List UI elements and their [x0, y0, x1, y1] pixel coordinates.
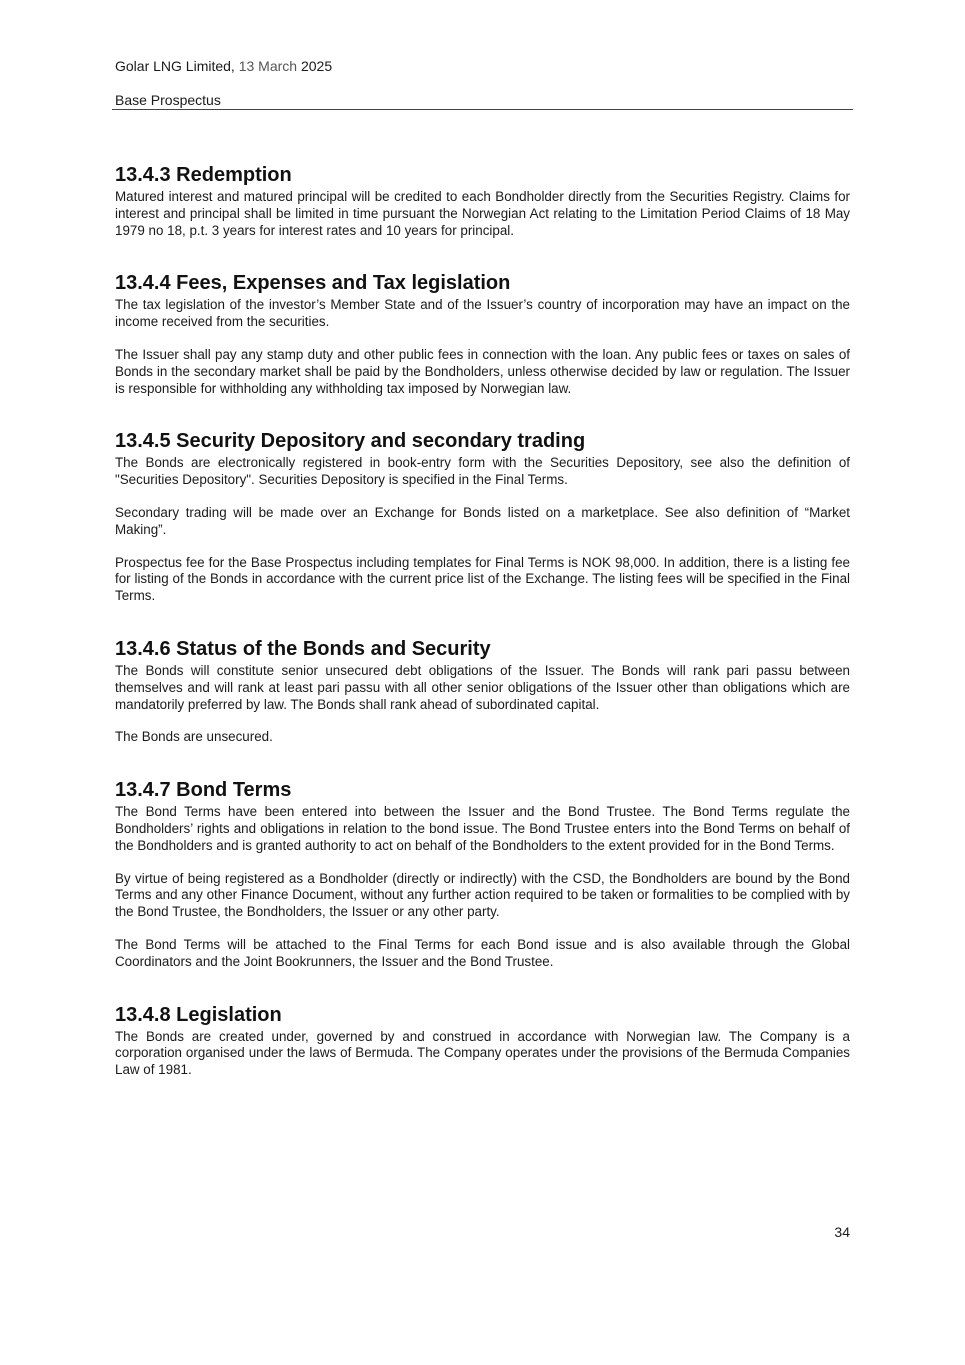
section-heading: 13.4.5 Security Depository and secondary trading [115, 430, 586, 453]
section-heading: 13.4.7 Bond Terms [115, 779, 292, 802]
paragraph: The Bond Terms have been entered into between the Issuer and the Bond Trustee. The Bond Terms regulate the Bondholders’ rights and obligations in relation to the bond issue. The Bond Trustee enters into the Bond Terms on behalf of the Bondholders and is granted authority to act on behalf of the Bondholders to the extent provided for in the Bond Terms. [115, 804, 850, 853]
paragraph: The Bonds are electronically registered in book-entry form with the Securities Depository, see also the definition of "Securities Depository". Securities Depository is specified in the Final Terms. [115, 455, 850, 488]
paragraph: By virtue of being registered as a Bondholder (directly or indirectly) with the CSD, the Bondholders are bound by the Bond Terms and any other Finance Document, without any further action required to be taken or formalities to be complied with by the Bond Trustee, the Bondholders, the Issuer or any other party. [115, 870, 850, 920]
section-status-of-bonds [115, 636, 850, 746]
paragraph: Prospectus fee for the Base Prospectus including templates for Final Terms is NOK 98,000. In addition, there is a listing fee for listing of the Bonds in accordance with the current price list of the Exchange. The listing fees will be specified in the Final Terms. [115, 554, 850, 604]
section-heading: 13.4.3 Redemption [115, 164, 292, 186]
section-heading: 13.4.4 Fees, Expenses and Tax legislation [115, 272, 511, 295]
section-bond-terms [115, 777, 850, 970]
paragraph: The Bonds are created under, governed by and construed in accordance with Norwegian law. The Company is a corporation organised under the laws of Bermuda. The Company operates under the provisions of the Bermuda Companies Law of 1981. [115, 1028, 850, 1078]
section-heading: 13.4.6 Status of the Bonds and Security [115, 637, 491, 660]
section-legislation [115, 1002, 850, 1079]
header-divider [112, 109, 853, 110]
paragraph: Matured interest and matured principal will be credited to each Bondholder directly from the Securities Registry. Claims for interest and principal shall be limited in time pursuant the Norwegian Act relating to the Limitation Period Claims of 18 May 1979 no 18, p.t. 3 years for interest rates and 10 years for principal. [115, 189, 850, 238]
header-company-date [115, 57, 853, 75]
section-security-depository [115, 428, 850, 605]
page-header [115, 57, 853, 109]
header-document-type: Base Prospectus [115, 92, 221, 108]
page-number: 34 [834, 1224, 850, 1240]
section-fees-expenses-tax [115, 270, 850, 397]
paragraph: The Bonds are unsecured. [115, 729, 273, 745]
document-body [115, 162, 850, 1110]
section-redemption [115, 162, 850, 239]
paragraph: The Bond Terms will be attached to the Final Terms for each Bond issue and is also available through the Global Coordinators and the Joint Bookrunners, the Issuer and the Bond Trustee. [115, 936, 850, 969]
header-year: 2025 [300, 58, 333, 74]
paragraph: The Bonds will constitute senior unsecured debt obligations of the Issuer. The Bonds will rank pari passu between themselves and will rank at least pari passu with all other senior obligations of the Issuer other than obligations which are mandatorily preferred by law. The Bonds shall rank ahead of subordinated capital. [115, 662, 850, 712]
paragraph: The tax legislation of the investor’s Member State and of the Issuer’s country of incorporation may have an impact on the income received from the securities. [115, 297, 850, 330]
paragraph: Secondary trading will be made over an Exchange for Bonds listed on a marketplace. See also definition of “Market Making”. [115, 504, 850, 537]
header-company: Golar LNG Limited, [115, 58, 235, 74]
section-heading: 13.4.8 Legislation [115, 1003, 282, 1026]
header-date: 13 March [238, 58, 298, 74]
paragraph: The Issuer shall pay any stamp duty and other public fees in connection with the loan. Any public fees or taxes on sales of Bonds in the secondary market shall be paid by the Bondholders, unless otherwise decided by law or regulation. The Issuer is responsible for withholding any withholding tax imposed by Norwegian law. [115, 346, 850, 396]
